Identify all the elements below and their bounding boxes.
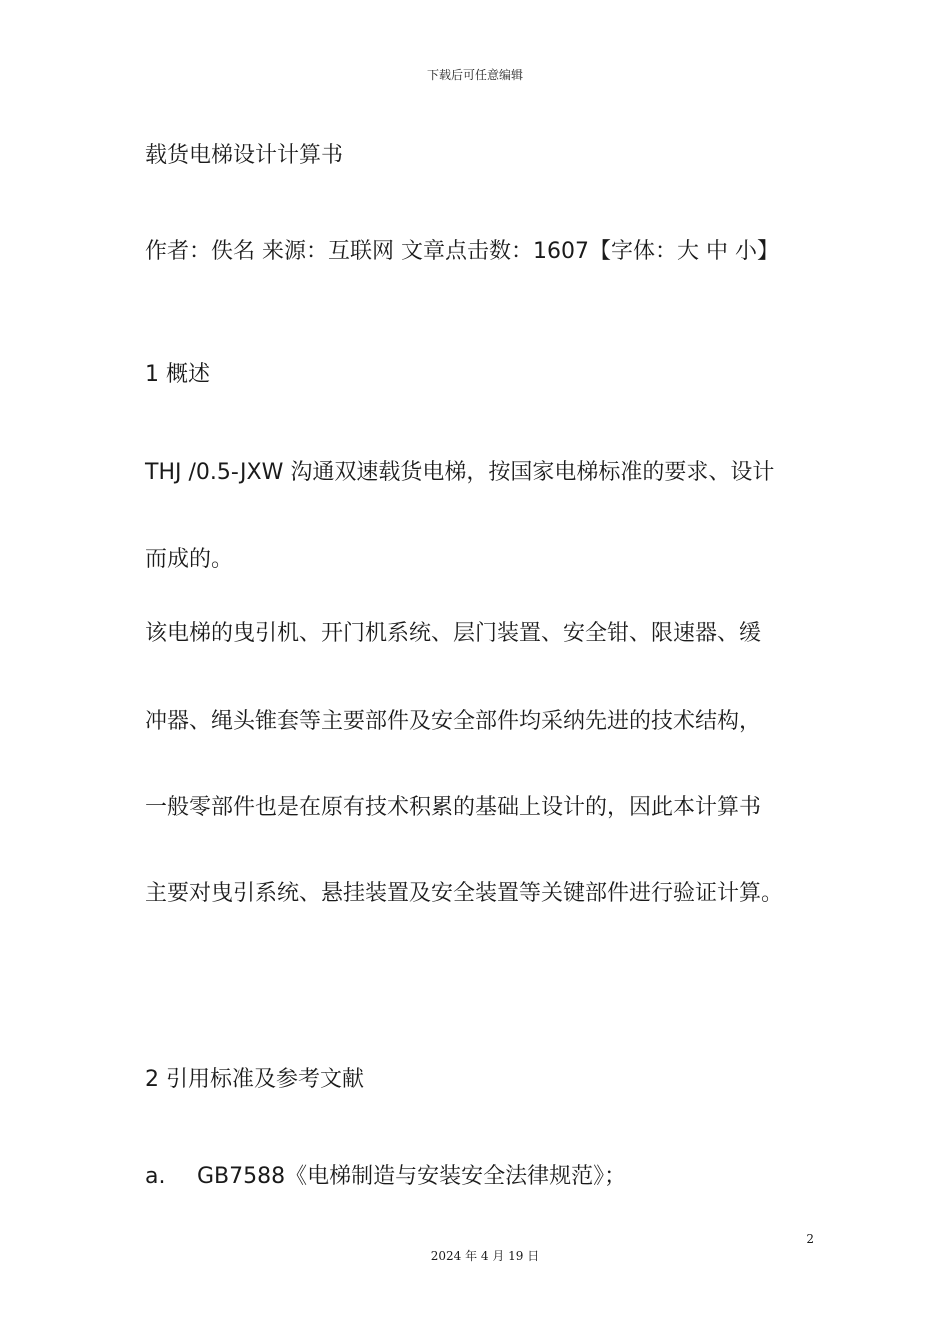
document-title: 载货电梯设计计算书 xyxy=(145,143,344,168)
page-number: 2 xyxy=(806,1232,814,1246)
section-1-heading: 1 概述 xyxy=(145,362,210,387)
article-meta: 作者：佚名 来源：互联网 文章点击数：1607【字体：大 中 小】 xyxy=(145,239,779,264)
paragraph-line: 一般零部件也是在原有技术积累的基础上设计的，因此本计算书 xyxy=(145,795,762,820)
reference-item xyxy=(145,1159,626,1190)
footer-date: 2024 年 4 月 19 日 xyxy=(430,1249,540,1263)
paragraph-line: 冲器、绳头锥套等主要部件及安全部件均采纳先进的技术结构， xyxy=(145,709,762,734)
reference-text: GB7588《电梯制造与安装安全法律规范》； xyxy=(197,1164,627,1189)
paragraph-line: 该电梯的曳引机、开门机系统、层门装置、安全钳、限速器、缓 xyxy=(145,621,762,646)
section-2-heading: 2 引用标准及参考文献 xyxy=(145,1067,364,1092)
page-header: 下载后可任意编辑 xyxy=(426,68,523,82)
paragraph-line: 而成的。 xyxy=(145,547,234,572)
paragraph-line: 主要对曳引系统、悬挂装置及安全装置等关键部件进行验证计算。 xyxy=(145,881,784,906)
paragraph-line: THJ /0.5-JXW 沟通双速载货电梯，按国家电梯标准的要求、设计 xyxy=(145,460,775,485)
reference-marker: a. xyxy=(145,1164,166,1189)
